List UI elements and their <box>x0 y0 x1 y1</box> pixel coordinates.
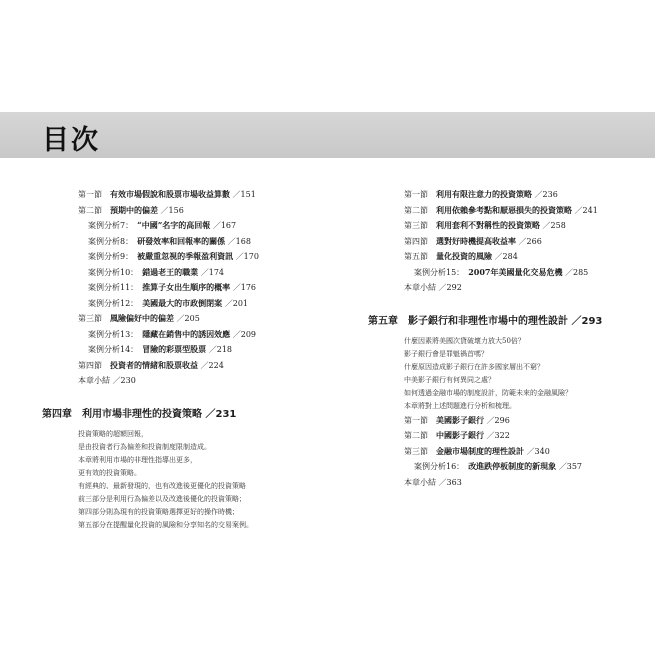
toc-entry-case <box>42 234 307 250</box>
toc-entry-label: 第三節 <box>78 314 102 323</box>
chapter-description-line: 中美影子銀行有何異同之處？ <box>404 375 495 384</box>
toc-entry-page: ／218 <box>208 345 233 354</box>
chapter-description-line: 本章將利用市場的非理性指導出更多， <box>78 455 197 464</box>
toc-entry-title: 投資者的情緒和股票收益 <box>110 359 198 370</box>
toc-entry-label: 案例分析10： <box>88 267 135 277</box>
toc-entry-case <box>42 296 307 312</box>
toc-entry-label: 第四章 <box>42 408 72 420</box>
toc-entry-page: ／201 <box>224 298 249 308</box>
toc-entry-title: 選對好時機提高收益率 <box>436 235 516 246</box>
toc-entry-section <box>42 311 307 327</box>
toc-entry-page: ／156 <box>160 205 184 215</box>
chapter-description-line: 投資策略的超額回報， <box>78 429 148 438</box>
header-banner <box>0 112 655 158</box>
toc-entry-section <box>42 187 307 203</box>
toc-entry-summary <box>42 373 307 389</box>
toc-entry-label: 第四節 <box>404 236 428 246</box>
toc-entry-page: ／170 <box>235 252 259 261</box>
toc-entry-title: 美國最大的市政倒閉案 <box>142 297 223 308</box>
toc-entry-chapter <box>42 399 307 428</box>
chapter-description-line: 第五部分在提醒量化投資的風險和分享知名的交易案例。 <box>78 520 253 529</box>
toc-entry-label: 第二節 <box>78 205 102 215</box>
toc-entry-title: 2007年美國量化交易危機 <box>468 266 563 277</box>
chapter-description-line: 什麼原因造成影子銀行在許多國家層出不窮？ <box>404 362 544 371</box>
toc-entry-case <box>42 218 307 234</box>
toc-entry-page: ／168 <box>227 236 251 246</box>
toc-entry-title: 美國影子銀行 <box>436 414 484 425</box>
toc-entry-title: 預期中的偏差 <box>110 204 158 215</box>
toc-entry-section <box>368 428 618 444</box>
toc-entry-label: 本章小結 <box>404 477 436 487</box>
toc-entry-section <box>368 413 618 429</box>
toc-entry-section <box>368 203 618 219</box>
toc-entry-label: 案例分析7： <box>88 221 130 230</box>
toc-entry-label: 第五章 <box>368 315 398 327</box>
toc-entry-label: 第一節 <box>404 190 428 199</box>
toc-entry-label: 第五節 <box>404 252 428 261</box>
toc-entry-title: 影子銀行和非理性市場中的理性設計 <box>408 315 568 327</box>
toc-entry-page: ／322 <box>486 431 510 440</box>
toc-entry-title: 研發效率和回報率的關係 <box>137 235 226 246</box>
toc-right-column <box>368 187 618 490</box>
toc-entry-label: 案例分析12： <box>88 298 135 308</box>
toc-entry-page: ／292 <box>438 283 462 292</box>
toc-entry-title: 改進跌停板制度的新現象 <box>468 461 557 471</box>
toc-entry-title: 冒險的彩票型股票 <box>142 344 207 354</box>
chapter-description-line: 影子銀行會是罪魁禍首嗎？ <box>404 349 488 358</box>
toc-entry-page: ／296 <box>486 415 510 425</box>
toc-entry-label: 案例分析16： <box>414 462 461 471</box>
toc-entry-label: 第二節 <box>404 431 428 440</box>
toc-entry-page: ／363 <box>438 477 462 487</box>
toc-entry-label: 案例分析9： <box>88 252 130 261</box>
page-title: 目次 <box>42 125 100 156</box>
toc-entry-label: 本章小結 <box>404 283 436 292</box>
toc-entry-title: 隱藏在銷售中的誘因效應 <box>142 328 231 339</box>
toc-entry-label: 第四節 <box>78 360 102 370</box>
chapter-description-line: 如何透過金融市場的制度設計，防範未來的金融風險？ <box>404 388 572 397</box>
chapter-description-line: 有經典的、最新發現的，也有改進後更優化的投資策略 <box>78 481 246 490</box>
toc-entry-case <box>42 265 307 281</box>
toc-entry-label: 案例分析13： <box>88 329 135 339</box>
toc-entry-page: ／209 <box>232 329 257 339</box>
toc-entry-case <box>368 459 618 475</box>
toc-entry-title: “中國”名字的高回報 <box>137 220 211 230</box>
toc-entry-page: ／231 <box>205 408 237 420</box>
toc-entry-case <box>42 249 307 265</box>
toc-entry-case <box>42 327 307 343</box>
toc-entry-summary <box>368 475 618 491</box>
toc-entry-title: 中國影子銀行 <box>436 430 484 440</box>
toc-entry-page: ／174 <box>200 267 225 277</box>
toc-entry-page: ／224 <box>200 360 224 370</box>
toc-entry-page: ／357 <box>558 462 583 471</box>
toc-entry-title: 利用套利不對稱性的投資策略 <box>436 220 540 230</box>
chapter-description-line: 第四部分則為現有的投資策略選擇更好的操作時機； <box>78 507 239 516</box>
toc-entry-page: ／176 <box>232 283 257 292</box>
toc-entry-title: 量化投資的風險 <box>436 251 492 261</box>
toc-entry-title: 有效市場假說和股票市場收益算數 <box>110 189 230 199</box>
toc-entry-label: 第二節 <box>404 205 428 215</box>
chapter-description-line: 是由投資者行為偏差和投資制度限制造成。 <box>78 442 211 451</box>
toc-entry-section <box>368 234 618 250</box>
toc-entry-section <box>42 203 307 219</box>
toc-entry-title: 金融市場制度的理性設計 <box>436 445 524 456</box>
toc-entry-label: 案例分析8： <box>88 236 130 246</box>
toc-entry-page: ／236 <box>534 190 558 199</box>
toc-entry-section <box>368 187 618 203</box>
toc-entry-label: 第一節 <box>78 190 102 199</box>
toc-entry-summary <box>368 280 618 296</box>
toc-entry-chapter <box>368 306 618 335</box>
toc-entry-section <box>368 444 618 460</box>
toc-entry-label: 第一節 <box>404 415 428 425</box>
toc-entry-title: 推算子女出生順序的概率 <box>142 282 231 292</box>
toc-entry-case <box>42 280 307 296</box>
toc-entry-page: ／293 <box>571 315 603 327</box>
toc-entry-page: ／285 <box>565 267 589 277</box>
toc-entry-page: ／258 <box>542 221 566 230</box>
toc-entry-section <box>42 358 307 374</box>
toc-entry-page: ／340 <box>526 446 550 456</box>
toc-entry-title: 利用依賴參考點和厭惡損失的投資策略 <box>436 204 572 215</box>
toc-entry-label: 第三節 <box>404 446 428 456</box>
toc-entry-title: 風險偏好中的偏差 <box>110 313 174 323</box>
toc-entry-page: ／241 <box>574 205 598 215</box>
toc-entry-title: 被嚴重忽視的季報盈利資訊 <box>137 251 234 261</box>
toc-entry-case <box>42 342 307 358</box>
toc-entry-label: 案例分析11： <box>88 283 135 292</box>
toc-entry-label: 案例分析14： <box>88 345 135 354</box>
toc-entry-label: 案例分析15： <box>414 267 461 277</box>
toc-entry-label: 第三節 <box>404 221 428 230</box>
toc-entry-page: ／284 <box>494 252 518 261</box>
toc-entry-page: ／230 <box>112 376 136 385</box>
toc-left-column <box>42 187 307 532</box>
toc-entry-page: ／167 <box>212 221 237 230</box>
toc-entry-page: ／205 <box>176 314 200 323</box>
toc-entry-section <box>368 249 618 265</box>
chapter-description-line: 什麼因素將美國次貸破壞力放大50倍？ <box>404 336 525 345</box>
chapter-description-line: 前三部分是利用行為偏差以及改進後優化的投資策略； <box>78 494 246 503</box>
toc-entry-page: ／266 <box>518 236 542 246</box>
toc-entry-title: 利用有限注意力的投資策略 <box>436 189 532 199</box>
toc-entry-section <box>368 218 618 234</box>
toc-entry-case <box>368 265 618 281</box>
toc-entry-title: 錯過老王的職業 <box>142 266 199 277</box>
toc-entry-page: ／151 <box>232 190 256 199</box>
chapter-description-line: 本章將對上述問題進行分析和梳理。 <box>404 401 516 410</box>
toc-entry-label: 本章小結 <box>78 376 110 385</box>
toc-entry-title: 利用市場非理性的投資策略 <box>82 408 202 420</box>
chapter-description-line: 更有效的投資策略。 <box>78 468 141 477</box>
